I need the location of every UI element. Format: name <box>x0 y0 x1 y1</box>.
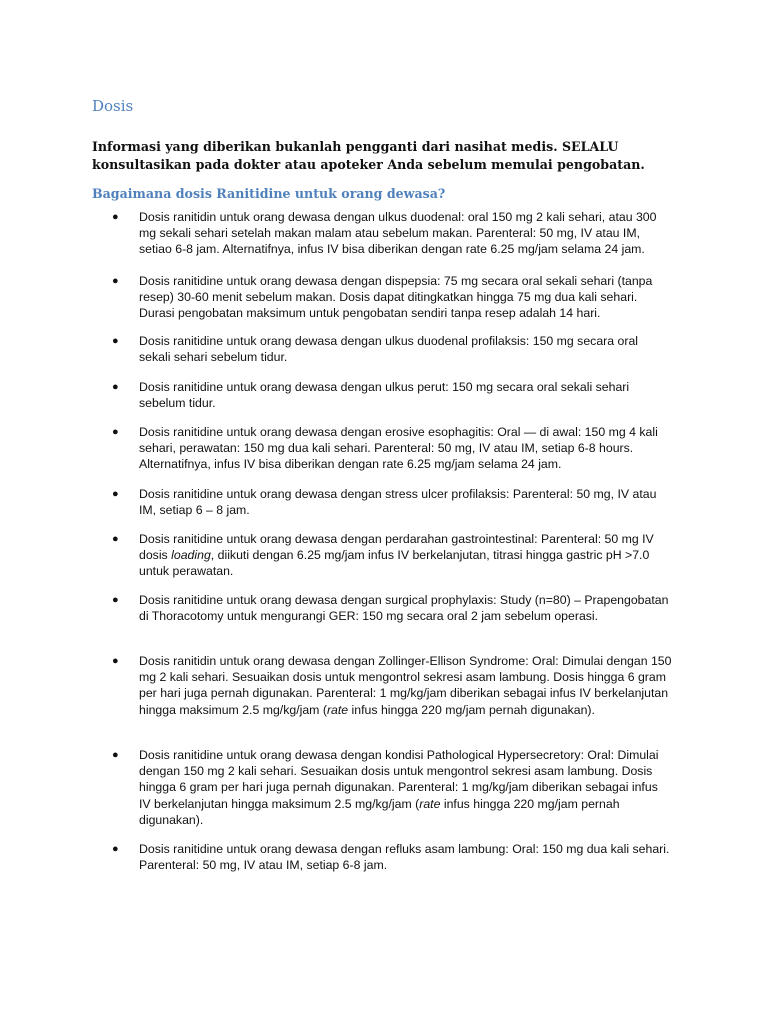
text-segment: infus hingga 220 mg/jam pernah digunakan). <box>139 796 620 827</box>
text-segment: Dosis ranitidine untuk orang dewasa dengan surgical prophylaxis: Study (n=80) – Prapengobatan di Thoracotomy untuk mengurangi GER: 150 mg secara oral 2 jam sebelum operasi. <box>139 593 669 624</box>
text-segment: Dosis ranitidine untuk orang dewasa dengan erosive esophagitis: Oral — di awal: 150 mg 4 kali sehari, perawatan: 150 mg dua kali sehari. Parenteral: 50 mg, IV atau IM, setiap 6-8 hours. Alternatifnya, infus IV bisa diberikan dengan rate 6.25 mg/jam selama 24 jam. <box>139 425 658 472</box>
dosage-list-item-text <box>139 273 672 322</box>
bullet-icon: ● <box>112 749 119 761</box>
bullet-icon: ● <box>112 843 119 855</box>
dosage-list-item-text <box>139 747 672 828</box>
text-segment: Dosis ranitidin untuk orang dewasa dengan Zollinger-Ellison Syndrome: Oral: Dimulai dengan 150 mg 2 kali sehari. Sesuaikan dosis untuk mengontrol sekresi asam lambung. Dosis hingga 6 gram per hari juga pernah digunakan. Parenteral: 1 mg/kg/jam diberikan sebagai infus IV berkelanjutan hingga maksimum 2.5 mg/kg/jam ( <box>139 654 672 717</box>
section-heading: Dosis <box>92 97 134 115</box>
bullet-icon: ● <box>112 533 119 545</box>
italic-term: rate <box>419 796 441 811</box>
italic-term: loading <box>171 548 211 563</box>
dosage-list-item <box>112 209 672 258</box>
dosage-list-item <box>112 333 672 365</box>
dosage-list-item-text <box>139 841 672 873</box>
text-segment: infus hingga 220 mg/jam pernah digunakan). <box>348 702 595 717</box>
dosage-list-item <box>112 424 672 473</box>
dosage-list-item-text <box>139 653 672 718</box>
bullet-icon: ● <box>112 381 119 393</box>
dosage-list-item-text <box>139 531 672 580</box>
text-segment: Dosis ranitidine untuk orang dewasa dengan ulkus perut: 150 mg secara oral sekali sehari sebelum tidur. <box>139 380 630 411</box>
medical-disclaimer: Informasi yang diberikan bukanlah pengganti dari nasihat medis. SELALU konsultasikan pada dokter atau apoteker Anda sebelum memulai pengobatan. <box>92 139 645 172</box>
text-segment: Dosis ranitidine untuk orang dewasa dengan dispepsia: 75 mg secara oral sekali sehari (tanpa resep) 30-60 menit sebelum makan. Dosis dapat ditingkatkan hingga 75 mg dua kali sehari. Durasi pengobatan maksimum untuk pengobatan sendiri tanpa resep adalah 14 hari. <box>139 274 653 321</box>
bullet-icon: ● <box>112 655 119 667</box>
dosage-list-item <box>112 531 672 580</box>
text-segment: Dosis ranitidine untuk orang dewasa dengan stress ulcer profilaksis: Parenteral: 50 mg, IV atau IM, setiap 6 – 8 jam. <box>139 487 657 518</box>
bullet-icon: ● <box>112 426 119 438</box>
bullet-icon: ● <box>112 211 119 223</box>
text-segment: Dosis ranitidine untuk orang dewasa dengan ulkus duodenal profilaksis: 150 mg secara oral sekali sehari sebelum tidur. <box>139 334 639 365</box>
dosage-list-item <box>112 592 672 624</box>
dosage-list-item <box>112 747 672 828</box>
dosage-list-item-text <box>139 379 672 411</box>
dosage-subheading: Bagaimana dosis Ranitidine untuk orang dewasa? <box>92 186 446 201</box>
dosage-list-item <box>112 841 672 873</box>
dosage-list-item-text <box>139 592 672 624</box>
dosage-list-item <box>112 379 672 411</box>
bullet-icon: ● <box>112 594 119 606</box>
italic-term: rate <box>326 702 349 717</box>
text-segment: Dosis ranitidin untuk orang dewasa dengan ulkus duodenal: oral 150 mg 2 kali sehari, atau 300 mg sekali sehari setelah makan malam atau sebelum makan. Parenteral: 50 mg, IV atau IM, setiao 6-8 jam. Alternatifnya, infus IV bisa diberikan dengan rate 6.25 mg/jam selama 24 jam. <box>139 210 657 257</box>
bullet-icon: ● <box>112 275 119 287</box>
text-segment: , diikuti dengan 6.25 mg/jam infus IV berkelanjutan, titrasi hingga gastric pH >7.0 untuk perawatan. <box>139 548 650 579</box>
bullet-icon: ● <box>112 488 119 500</box>
dosage-list-item <box>112 273 672 322</box>
bullet-icon: ● <box>112 335 119 347</box>
dosage-list-item <box>112 486 672 518</box>
dosage-list-item-text <box>139 424 672 473</box>
dosage-list-item-text <box>139 333 672 365</box>
text-segment: Dosis ranitidine untuk orang dewasa dengan perdarahan gastrointestinal: Parenteral: 50 mg IV dosis <box>139 532 654 563</box>
dosage-list-item-text <box>139 486 672 518</box>
dosage-list-item-text <box>139 209 672 258</box>
text-segment: Dosis ranitidine untuk orang dewasa dengan refluks asam lambung: Oral: 150 mg dua kali sehari. Parenteral: 50 mg, IV atau IM, setiap 6-8 jam. <box>139 842 670 873</box>
text-segment: Dosis ranitidine untuk orang dewasa dengan kondisi Pathological Hypersecretory: Oral: Dimulai dengan 150 mg 2 kali sehari. Sesuaikan dosis untuk mengontrol sekresi asam lambung. Dosis hingga 6 gram per hari juga pernah digunakan. Parenteral: 1 mg/kg/jam diberikan sebagai infus IV berkelanjutan hingga maksimum 2.5 mg/kg/jam ( <box>139 748 659 811</box>
dosage-list-item <box>112 653 672 718</box>
